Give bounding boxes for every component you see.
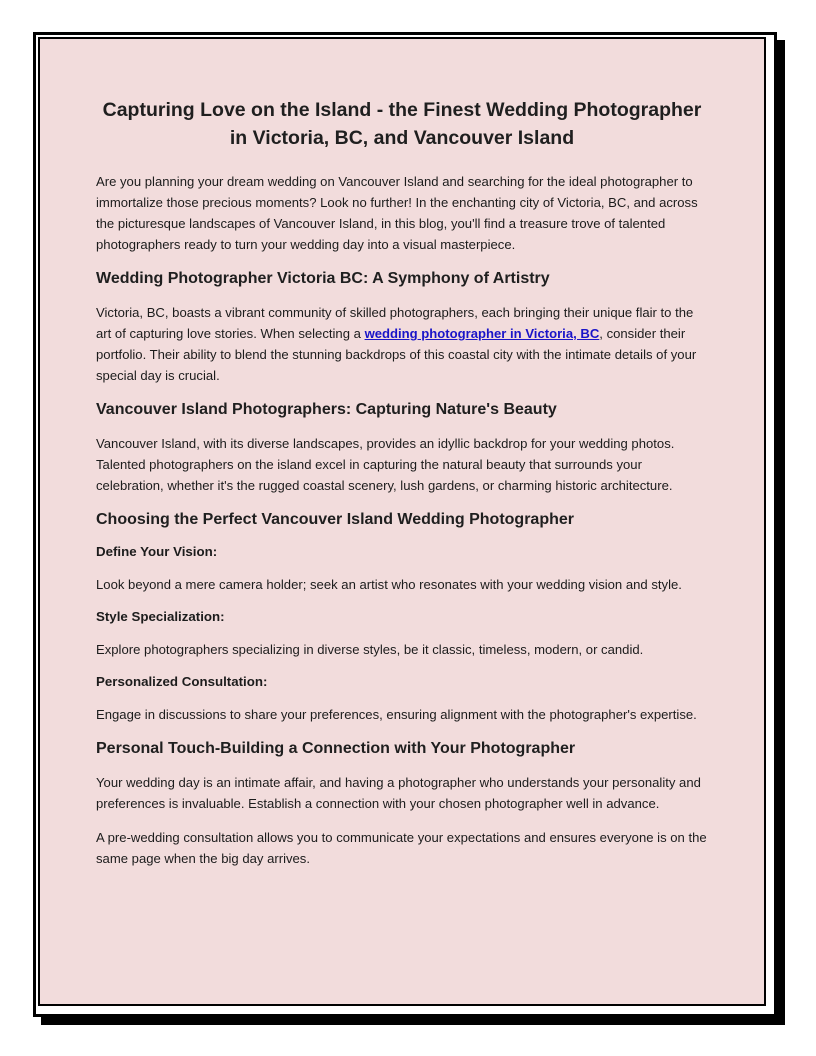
section-heading-choosing: Choosing the Perfect Vancouver Island Wedding Photographer — [96, 511, 574, 528]
document-title: Capturing Love on the Island - the Finest Wedding Photographer in Victoria, BC, and Vancouver Island — [102, 99, 702, 149]
subheading-style-specialization: Style Specialization: — [96, 609, 225, 624]
section-heading-victoria: Wedding Photographer Victoria BC: A Symphony of Artistry — [96, 270, 550, 287]
section-heading-vancouver-island: Vancouver Island Photographers: Capturing Nature's Beauty — [96, 401, 557, 418]
intro-paragraph: Are you planning your dream wedding on Vancouver Island and searching for the ideal photographer to immortalize those precious moments? Look no further! In the enchanting city of Victoria, BC, and across the picturesque landscapes of Vancouver Island, in this blog, you'll find a treasure trove of talented photographers ready to turn your wedding day into a visual masterpiece. — [96, 174, 698, 252]
paragraph-define-vision: Look beyond a mere camera holder; seek an artist who resonates with your wedding vision and style. — [96, 577, 682, 592]
paragraph-text: Victoria, BC, boasts a vibrant community of skilled photographers, each bringing their unique flair to the art of capturing love stories. When selecting a — [96, 305, 694, 341]
paragraph-personal-touch-1: Your wedding day is an intimate affair, and having a photographer who understands your personality and preferences is invaluable. Establish a connection with your chosen photographer well in advance. — [96, 775, 701, 811]
paragraph-personal-touch-2: A pre-wedding consultation allows you to communicate your expectations and ensures everyone is on the same page when the big day arrives. — [96, 830, 707, 866]
subheading-define-vision: Define Your Vision: — [96, 544, 218, 559]
section-heading-personal-touch: Personal Touch-Building a Connection with Your Photographer — [96, 740, 576, 757]
paragraph-personalized-consultation: Engage in discussions to share your preferences, ensuring alignment with the photographer's expertise. — [96, 707, 697, 722]
document-body — [96, 96, 708, 882]
paragraph-style-specialization: Explore photographers specializing in diverse styles, be it classic, timeless, modern, or candid. — [96, 642, 644, 657]
section-paragraph-vancouver-island: Vancouver Island, with its diverse landscapes, provides an idyllic backdrop for your wedding photos. Talented photographers on the island excel in capturing the natural beauty that surrounds your celebration, whether it's the rugged coastal scenery, lush gardens, or charming historic architecture. — [96, 436, 675, 493]
section-paragraph-victoria — [96, 302, 708, 386]
wedding-photographer-victoria-link[interactable]: wedding photographer in Victoria, BC — [364, 326, 600, 341]
paragraph-text: , consider their portfolio. Their ability to blend the stunning backdrops of this coastal city with the intimate details of your special day is crucial. — [96, 326, 697, 383]
subheading-personalized-consultation: Personalized Consultation: — [96, 674, 268, 689]
